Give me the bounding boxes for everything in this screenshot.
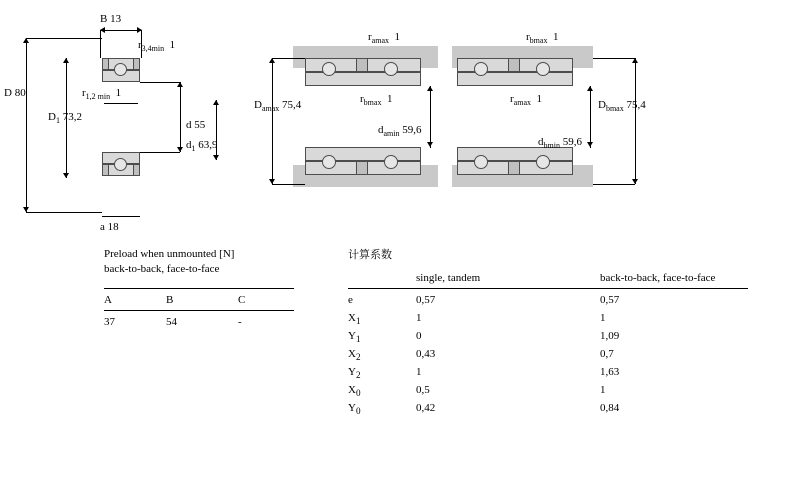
left-pair-ball-bottom-1: [322, 155, 336, 169]
label-Damax: [254, 100, 301, 113]
label-dbmin: [538, 137, 582, 150]
factors-symbol-X2-sub: 2: [355, 352, 361, 363]
left-pair-inner-ring-top: [305, 72, 421, 86]
label-B: B 13: [100, 13, 122, 25]
ext-D-bottom: [26, 212, 102, 213]
label-ramax-top-sym: r: [368, 31, 372, 43]
centre-split-line: [438, 46, 452, 187]
label-rbmax-top-val: 1: [552, 31, 559, 43]
label-Dbmax-sub: bmax: [605, 104, 624, 114]
factors-pair-X1: 1: [600, 312, 606, 324]
label-r34min-val: 1: [169, 39, 176, 51]
factors-table-rule-top: [348, 288, 748, 289]
label-d: d 55: [186, 119, 206, 131]
label-rbmax-mid-sym: r: [360, 93, 364, 105]
outer-ring-top-shoulder-right: [133, 58, 140, 70]
label-ramax-top: [368, 32, 400, 45]
label-d1-val: 63,9: [198, 139, 218, 151]
outer-ring-top-shoulder-left: [102, 58, 109, 70]
label-r12min-val: 1: [115, 87, 122, 99]
leader-r12min-1: [104, 103, 138, 104]
arrow-dbmin-bottom: [587, 142, 593, 147]
outer-ring-bottom-shoulder-left: [102, 164, 109, 176]
label-D1-val: 73,2: [62, 111, 82, 123]
factors-single-X2: 0,43: [416, 348, 436, 360]
dim-line-Dbmax: [635, 58, 636, 184]
ext-d-bottom: [140, 152, 180, 153]
ext-Damax-bottom: [272, 184, 305, 185]
right-pair-spacer-top: [508, 58, 520, 72]
label-ramax-top-sub: amax: [371, 36, 389, 46]
ext-Dbmax-top: [593, 58, 635, 59]
factors-col-single: single, tandem: [416, 272, 481, 284]
label-dbmin-sub: bmin: [543, 141, 560, 151]
outer-ring-bottom-shoulder-right: [133, 164, 140, 176]
preload-table-title: Preload when unmounted [N]: [104, 248, 235, 260]
dim-line-Damax: [272, 58, 273, 184]
preload-val-B: 54: [166, 316, 177, 328]
factors-single-Y1: 0: [416, 330, 422, 342]
dim-line-damin: [430, 86, 431, 148]
factors-symbol-X1-text: X: [348, 312, 356, 324]
arrow-d1-bottom: [213, 155, 219, 160]
left-pair-ball-top-1: [322, 62, 336, 76]
label-D1-sub: 1: [55, 116, 60, 126]
factors-table-title: 计算系数: [348, 248, 392, 261]
factors-symbol-Y0: [348, 402, 361, 416]
label-damin-sub: amin: [383, 129, 400, 139]
right-pair-inner-ring-top: [457, 72, 573, 86]
label-r34min-sub: 3,4min: [141, 44, 165, 54]
label-Dbmax-val: 75,4: [626, 99, 646, 111]
label-r34min-sym: r: [138, 39, 142, 51]
factors-symbol-X2-text: X: [348, 348, 356, 360]
factors-col-pair: back-to-back, face-to-face: [600, 272, 716, 284]
factors-single-X0: 0,5: [416, 384, 430, 396]
arrow-damin-top: [427, 86, 433, 91]
factors-single-Y2: 1: [416, 366, 422, 378]
factors-pair-X2: 0,7: [600, 348, 614, 360]
preload-col-B: B: [166, 294, 174, 306]
factors-symbol-e: [348, 294, 353, 308]
arrow-damin-bottom: [427, 142, 433, 147]
label-D1: [48, 112, 82, 125]
left-bearing-view: [0, 0, 260, 240]
left-pair-ball-bottom-2: [384, 155, 398, 169]
ball-bottom: [114, 158, 127, 171]
label-d1-sym: d: [186, 139, 192, 151]
dim-line-D: [26, 38, 27, 212]
factors-symbol-Y2: [348, 366, 361, 380]
label-rbmax-mid: [360, 94, 392, 107]
label-ramax-top-val: 1: [394, 31, 400, 43]
factors-pair-e: 0,57: [600, 294, 620, 306]
label-dbmin-sym: d: [538, 136, 544, 148]
label-r34min: [138, 40, 175, 53]
right-pair-ball-bottom-1: [474, 155, 488, 169]
factors-pair-X0: 1: [600, 384, 606, 396]
factors-symbol-Y1-text: Y: [348, 330, 356, 342]
factors-symbol-X1: [348, 312, 361, 326]
label-rbmax-top-sym: r: [526, 31, 530, 43]
label-dbmin-val: 59,6: [562, 136, 582, 148]
label-ramax-mid-sym: r: [510, 93, 514, 105]
factors-pair-Y2: 1,63: [600, 366, 620, 378]
label-a: a 18: [100, 221, 119, 233]
arrow-d1-top: [213, 100, 219, 105]
preload-col-A: A: [104, 294, 112, 306]
factors-symbol-Y0-sub: 0: [355, 406, 361, 417]
left-pair-spacer-top: [356, 58, 368, 72]
label-damin-val: 59,6: [402, 124, 422, 136]
factors-symbol-e-text: e: [348, 294, 353, 306]
factors-symbol-X0-text: X: [348, 384, 356, 396]
label-d1-sub: 1: [191, 144, 196, 154]
dim-line-B: [100, 30, 142, 31]
factors-symbol-X0-sub: 0: [355, 388, 361, 399]
label-ramax-mid: [510, 94, 542, 107]
factors-single-e: 0,57: [416, 294, 436, 306]
ext-Dbmax-bottom: [593, 184, 635, 185]
factors-symbol-Y2-text: Y: [348, 366, 356, 378]
factors-pair-Y1: 1,09: [600, 330, 620, 342]
preload-val-C: -: [238, 316, 242, 328]
label-Damax-sub: amax: [261, 104, 280, 114]
label-damin-sym: d: [378, 124, 384, 136]
label-ramax-mid-val: 1: [536, 93, 542, 105]
factors-single-Y0: 0,42: [416, 402, 436, 414]
label-Dbmax: [598, 100, 646, 113]
label-r12min-sub: 1,2 min: [85, 92, 111, 102]
ball-top: [114, 63, 127, 76]
right-bearing-view: [254, 0, 680, 240]
right-pair-spacer-bottom: [508, 161, 520, 175]
factors-symbol-X1-sub: 1: [355, 316, 361, 327]
label-r12min-sym: r: [82, 87, 86, 99]
ext-d-top: [140, 82, 180, 83]
preload-table-rule-mid: [104, 310, 294, 311]
label-damin: [378, 125, 422, 138]
factors-symbol-Y1: [348, 330, 361, 344]
arrow-dbmin-top: [587, 86, 593, 91]
left-pair-spacer-bottom: [356, 161, 368, 175]
preload-table-subtitle: back-to-back, face-to-face: [104, 263, 220, 275]
preload-table: [104, 248, 294, 275]
dim-line-d: [180, 82, 181, 152]
factors-pair-Y0: 0,84: [600, 402, 620, 414]
left-pair-ball-top-2: [384, 62, 398, 76]
factors-symbol-X2: [348, 348, 361, 362]
factors-symbol-X0: [348, 384, 361, 398]
dim-line-dbmin: [590, 86, 591, 148]
label-rbmax-top-sub: bmax: [529, 36, 548, 46]
label-rbmax-top: [526, 32, 558, 45]
label-D1-sym: D: [48, 111, 56, 123]
preload-col-C: C: [238, 294, 246, 306]
label-Damax-sym: D: [254, 99, 262, 111]
preload-val-A: 37: [104, 316, 115, 328]
factors-single-X1: 1: [416, 312, 422, 324]
factors-symbol-Y2-sub: 2: [355, 370, 361, 381]
preload-table-rule-top: [104, 288, 294, 289]
label-d1: [186, 140, 218, 153]
factors-symbol-Y1-sub: 1: [355, 334, 361, 345]
label-rbmax-mid-sub: bmax: [363, 98, 382, 108]
label-r12min: [82, 88, 121, 101]
label-Damax-val: 75,4: [282, 99, 302, 111]
label-rbmax-mid-val: 1: [386, 93, 393, 105]
right-pair-ball-top-2: [536, 62, 550, 76]
ext-Damax-top: [272, 58, 305, 59]
arrow-D1-bottom: [63, 173, 69, 178]
factors-symbol-Y0-text: Y: [348, 402, 356, 414]
ext-line-B-left: [100, 30, 101, 58]
dim-line-a: [102, 216, 140, 217]
right-pair-ball-top-1: [474, 62, 488, 76]
ext-D-top: [26, 38, 102, 39]
label-D: D 80: [4, 87, 26, 99]
label-ramax-mid-sub: amax: [513, 98, 531, 108]
right-pair-ball-bottom-2: [536, 155, 550, 169]
label-Dbmax-sym: D: [598, 99, 606, 111]
arrow-D1-top: [63, 58, 69, 63]
